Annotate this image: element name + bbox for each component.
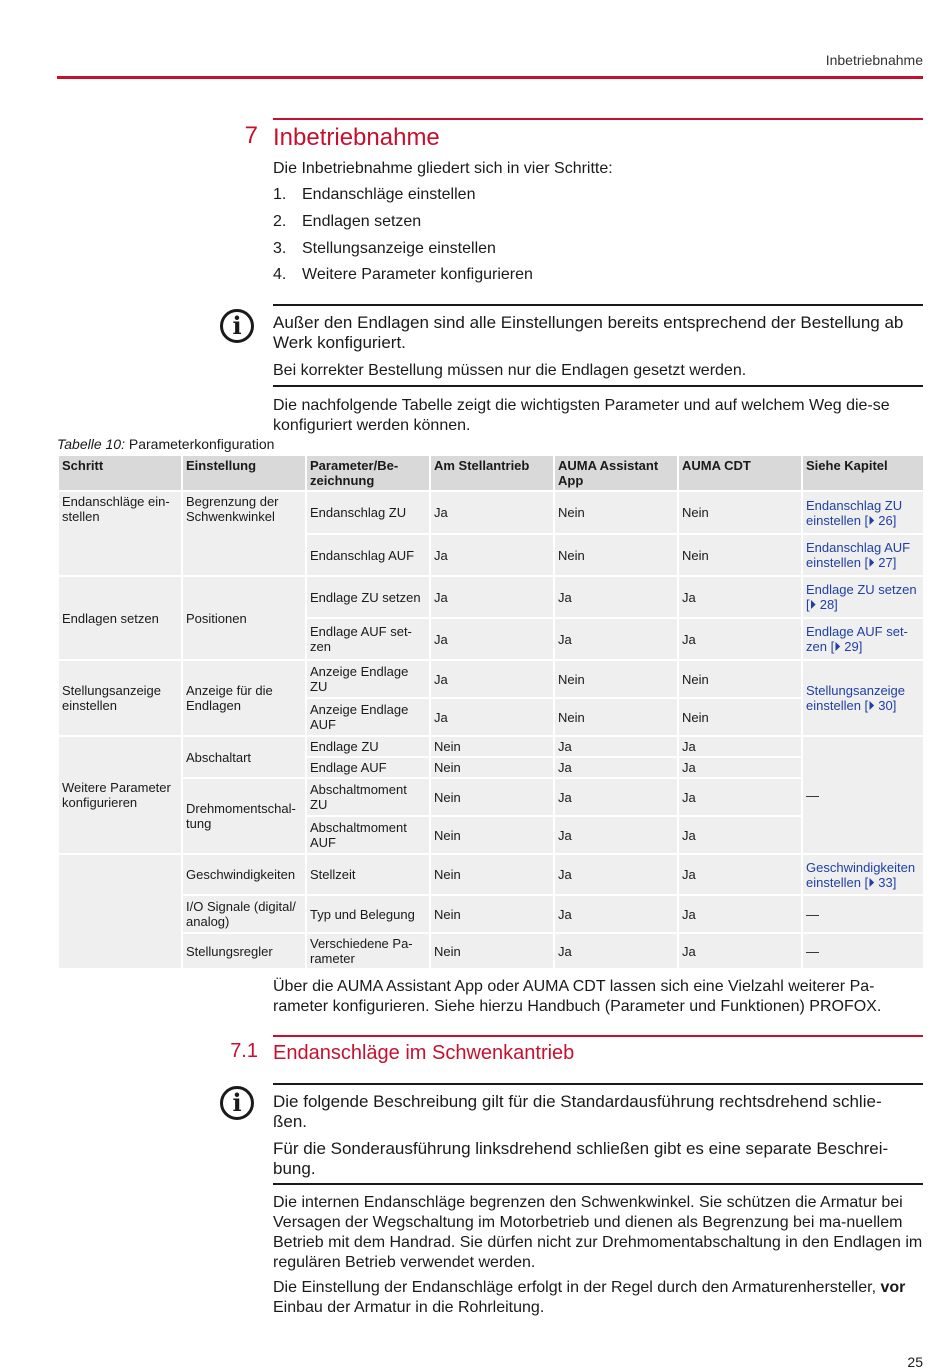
app-cell: Ja bbox=[554, 618, 678, 660]
step-cell: Endlagen setzen bbox=[58, 576, 182, 660]
parameter-cell: Anzeige Endlage AUF bbox=[306, 698, 430, 736]
device-cell: Nein bbox=[430, 736, 554, 757]
setting-cell: Anzeige für die Endlagen bbox=[182, 660, 306, 736]
table-intro: Die nachfolgende Tabelle zeigt die wichtigsten Parameter und auf welchem Weg die-se konfiguriert werden können. bbox=[273, 397, 890, 434]
parameter-cell: Endanschlag ZU bbox=[306, 491, 430, 534]
setting-cell: Drehmomentschal-tung bbox=[182, 778, 306, 854]
table-row bbox=[58, 854, 924, 895]
note-text: Außer den Endlagen sind alle Einstellungen bereits entsprechend der Bestellung ab Werk konfiguriert. bbox=[273, 313, 904, 352]
cdt-cell: Nein bbox=[678, 491, 802, 534]
column-header: Siehe Kapitel bbox=[802, 455, 924, 491]
cdt-cell: Nein bbox=[678, 698, 802, 736]
device-cell: Ja bbox=[430, 534, 554, 576]
step-item bbox=[273, 186, 475, 204]
step-item bbox=[273, 213, 421, 231]
device-cell: Nein bbox=[430, 933, 554, 969]
parameter-cell: Verschiedene Pa-rameter bbox=[306, 933, 430, 969]
setting-cell: Stellungsregler bbox=[182, 933, 306, 969]
table-caption-title: Parameterkonfiguration bbox=[128, 436, 275, 452]
cdt-cell: Ja bbox=[678, 757, 802, 778]
app-cell: Ja bbox=[554, 895, 678, 933]
device-cell: Ja bbox=[430, 491, 554, 534]
table-row bbox=[58, 576, 924, 618]
header-rule bbox=[57, 76, 923, 79]
chapter-ref-dash: — bbox=[802, 933, 924, 969]
cdt-cell: Ja bbox=[678, 736, 802, 757]
running-header: Inbetriebnahme bbox=[825, 52, 923, 68]
cdt-cell: Ja bbox=[678, 816, 802, 854]
chapter-ref-dash: — bbox=[802, 895, 924, 933]
step-cell: Endanschläge ein-stellen bbox=[58, 491, 182, 576]
chapter-link[interactable]: Stellungsanzeige einstellen [⏵ 30] bbox=[802, 660, 924, 736]
device-cell: Nein bbox=[430, 895, 554, 933]
step-item bbox=[273, 240, 496, 258]
app-cell: Ja bbox=[554, 933, 678, 969]
subsection-title: Endanschläge im Schwenkantrieb bbox=[273, 1042, 575, 1064]
paragraph bbox=[273, 1278, 923, 1318]
parameter-cell: Endlage ZU bbox=[306, 736, 430, 757]
step-text: Endlagen setzen bbox=[302, 213, 422, 230]
paragraph-text: Einbau der Armatur in die Rohrleitung. bbox=[273, 1299, 545, 1316]
app-cell: Nein bbox=[554, 491, 678, 534]
cdt-cell: Ja bbox=[678, 618, 802, 660]
setting-cell: Geschwindigkeiten bbox=[182, 854, 306, 895]
cdt-cell: Nein bbox=[678, 660, 802, 698]
table-row bbox=[58, 933, 924, 969]
app-cell: Ja bbox=[554, 854, 678, 895]
cdt-cell: Ja bbox=[678, 895, 802, 933]
parameter-table bbox=[57, 454, 925, 970]
app-cell: Ja bbox=[554, 736, 678, 757]
device-cell: Ja bbox=[430, 660, 554, 698]
note-text: Die folgende Beschreibung gilt für die Standardausführung rechtsdrehend schlie-ßen. bbox=[273, 1092, 882, 1131]
paragraph: Die internen Endanschläge begrenzen den Schwenkwinkel. Sie schützen die Armatur bei Versagen der Wegschaltung im Motorbetrieb und dienen als Begrenzung bei ma-nuellem Betrieb mit dem Handrad. Sie dürfen nicht zur Drehmomentabschaltung in den Endlagen im regulären Betrieb verwendet werden. bbox=[273, 1194, 923, 1271]
column-header: AUMA CDT bbox=[678, 455, 802, 491]
step-text: Endanschläge einstellen bbox=[302, 186, 476, 203]
chapter-link[interactable]: Endlage ZU setzen [⏵ 28] bbox=[802, 576, 924, 618]
parameter-cell: Typ und Belegung bbox=[306, 895, 430, 933]
column-header: Schritt bbox=[58, 455, 182, 491]
cdt-cell: Ja bbox=[678, 933, 802, 969]
table-row bbox=[58, 660, 924, 698]
app-cell: Nein bbox=[554, 534, 678, 576]
cdt-cell: Ja bbox=[678, 778, 802, 816]
column-header: AUMA Assistant App bbox=[554, 455, 678, 491]
parameter-cell: Abschaltmoment AUF bbox=[306, 816, 430, 854]
parameter-cell: Endlage ZU setzen bbox=[306, 576, 430, 618]
cdt-cell: Nein bbox=[678, 534, 802, 576]
step-text: Weitere Parameter konfigurieren bbox=[302, 266, 533, 283]
step-item bbox=[273, 266, 533, 284]
note-text: Für die Sonderausführung linksdrehend schließen gibt es eine separate Beschrei-bung. bbox=[273, 1139, 889, 1178]
setting-cell: Begrenzung der Schwenkwinkel bbox=[182, 491, 306, 576]
cdt-cell: Ja bbox=[678, 854, 802, 895]
app-cell: Ja bbox=[554, 757, 678, 778]
table-row bbox=[58, 736, 924, 757]
app-cell: Ja bbox=[554, 778, 678, 816]
chapter-ref-dash: — bbox=[802, 736, 924, 854]
device-cell: Nein bbox=[430, 778, 554, 816]
subsection-rule bbox=[273, 1035, 923, 1037]
table-row bbox=[58, 895, 924, 933]
setting-cell: Abschaltart bbox=[182, 736, 306, 778]
parameter-cell: Anzeige Endlage ZU bbox=[306, 660, 430, 698]
app-cell: Ja bbox=[554, 576, 678, 618]
chapter-link[interactable]: Endanschlag AUF einstellen [⏵ 27] bbox=[802, 534, 924, 576]
note-text: Bei korrekter Bestellung müssen nur die Endlagen gesetzt werden. bbox=[273, 362, 747, 379]
info-icon: i bbox=[220, 1086, 254, 1120]
table-header-row bbox=[58, 455, 924, 491]
table-row bbox=[58, 778, 924, 816]
parameter-cell: Endanschlag AUF bbox=[306, 534, 430, 576]
table-row bbox=[58, 491, 924, 534]
column-header: Am Stellantrieb bbox=[430, 455, 554, 491]
step-cell bbox=[58, 854, 182, 969]
device-cell: Nein bbox=[430, 757, 554, 778]
app-cell: Ja bbox=[554, 816, 678, 854]
device-cell: Ja bbox=[430, 618, 554, 660]
page-number: 25 bbox=[907, 1354, 923, 1370]
app-cell: Nein bbox=[554, 660, 678, 698]
setting-cell: I/O Signale (digital/ analog) bbox=[182, 895, 306, 933]
column-header: Parameter/Be-zeichnung bbox=[306, 455, 430, 491]
after-table-text: Über die AUMA Assistant App oder AUMA CDT lassen sich eine Vielzahl weiterer Pa-rameter konfigurieren. Siehe hierzu Handbuch (Parameter und Funktionen) PROFOX. bbox=[273, 978, 882, 1015]
chapter-link[interactable]: Geschwindigkeiten einstellen [⏵ 33] bbox=[802, 854, 924, 895]
step-number: 4. bbox=[273, 266, 287, 283]
note-top-rule bbox=[273, 304, 923, 306]
device-cell: Ja bbox=[430, 698, 554, 736]
chapter-link[interactable]: Endanschlag ZU einstellen [⏵ 26] bbox=[802, 491, 924, 534]
step-cell: Stellungsanzeige einstellen bbox=[58, 660, 182, 736]
note-bottom-rule bbox=[273, 385, 923, 387]
paragraph-text: Die Einstellung der Endanschläge erfolgt in der Regel durch den Armaturenhersteller, bbox=[273, 1279, 877, 1296]
device-cell: Nein bbox=[430, 854, 554, 895]
app-cell: Nein bbox=[554, 698, 678, 736]
device-cell: Nein bbox=[430, 816, 554, 854]
note-top-rule bbox=[273, 1083, 923, 1085]
parameter-cell: Stellzeit bbox=[306, 854, 430, 895]
parameter-cell: Endlage AUF bbox=[306, 757, 430, 778]
step-text: Stellungsanzeige einstellen bbox=[302, 240, 496, 257]
column-header: Einstellung bbox=[182, 455, 306, 491]
step-number: 2. bbox=[273, 213, 287, 230]
table-caption bbox=[57, 436, 274, 452]
section-number: 7 bbox=[244, 122, 258, 149]
chapter-link[interactable]: Endlage AUF set-zen [⏵ 29] bbox=[802, 618, 924, 660]
step-number: 3. bbox=[273, 240, 287, 257]
parameter-cell: Abschaltmoment ZU bbox=[306, 778, 430, 816]
section-intro: Die Inbetriebnahme gliedert sich in vier Schritte: bbox=[273, 160, 613, 177]
parameter-cell: Endlage AUF set-zen bbox=[306, 618, 430, 660]
info-icon: i bbox=[220, 309, 254, 343]
section-title: Inbetriebnahme bbox=[273, 124, 440, 151]
setting-cell: Positionen bbox=[182, 576, 306, 660]
section-rule bbox=[273, 118, 923, 120]
device-cell: Ja bbox=[430, 576, 554, 618]
step-number: 1. bbox=[273, 186, 287, 203]
table-caption-label: Tabelle 10: bbox=[57, 436, 125, 452]
cdt-cell: Ja bbox=[678, 576, 802, 618]
note-bottom-rule bbox=[273, 1183, 923, 1185]
paragraph-emphasis: vor bbox=[880, 1279, 906, 1296]
subsection-number: 7.1 bbox=[230, 1040, 258, 1062]
step-cell: Weitere Parameter konfigurieren bbox=[58, 736, 182, 854]
